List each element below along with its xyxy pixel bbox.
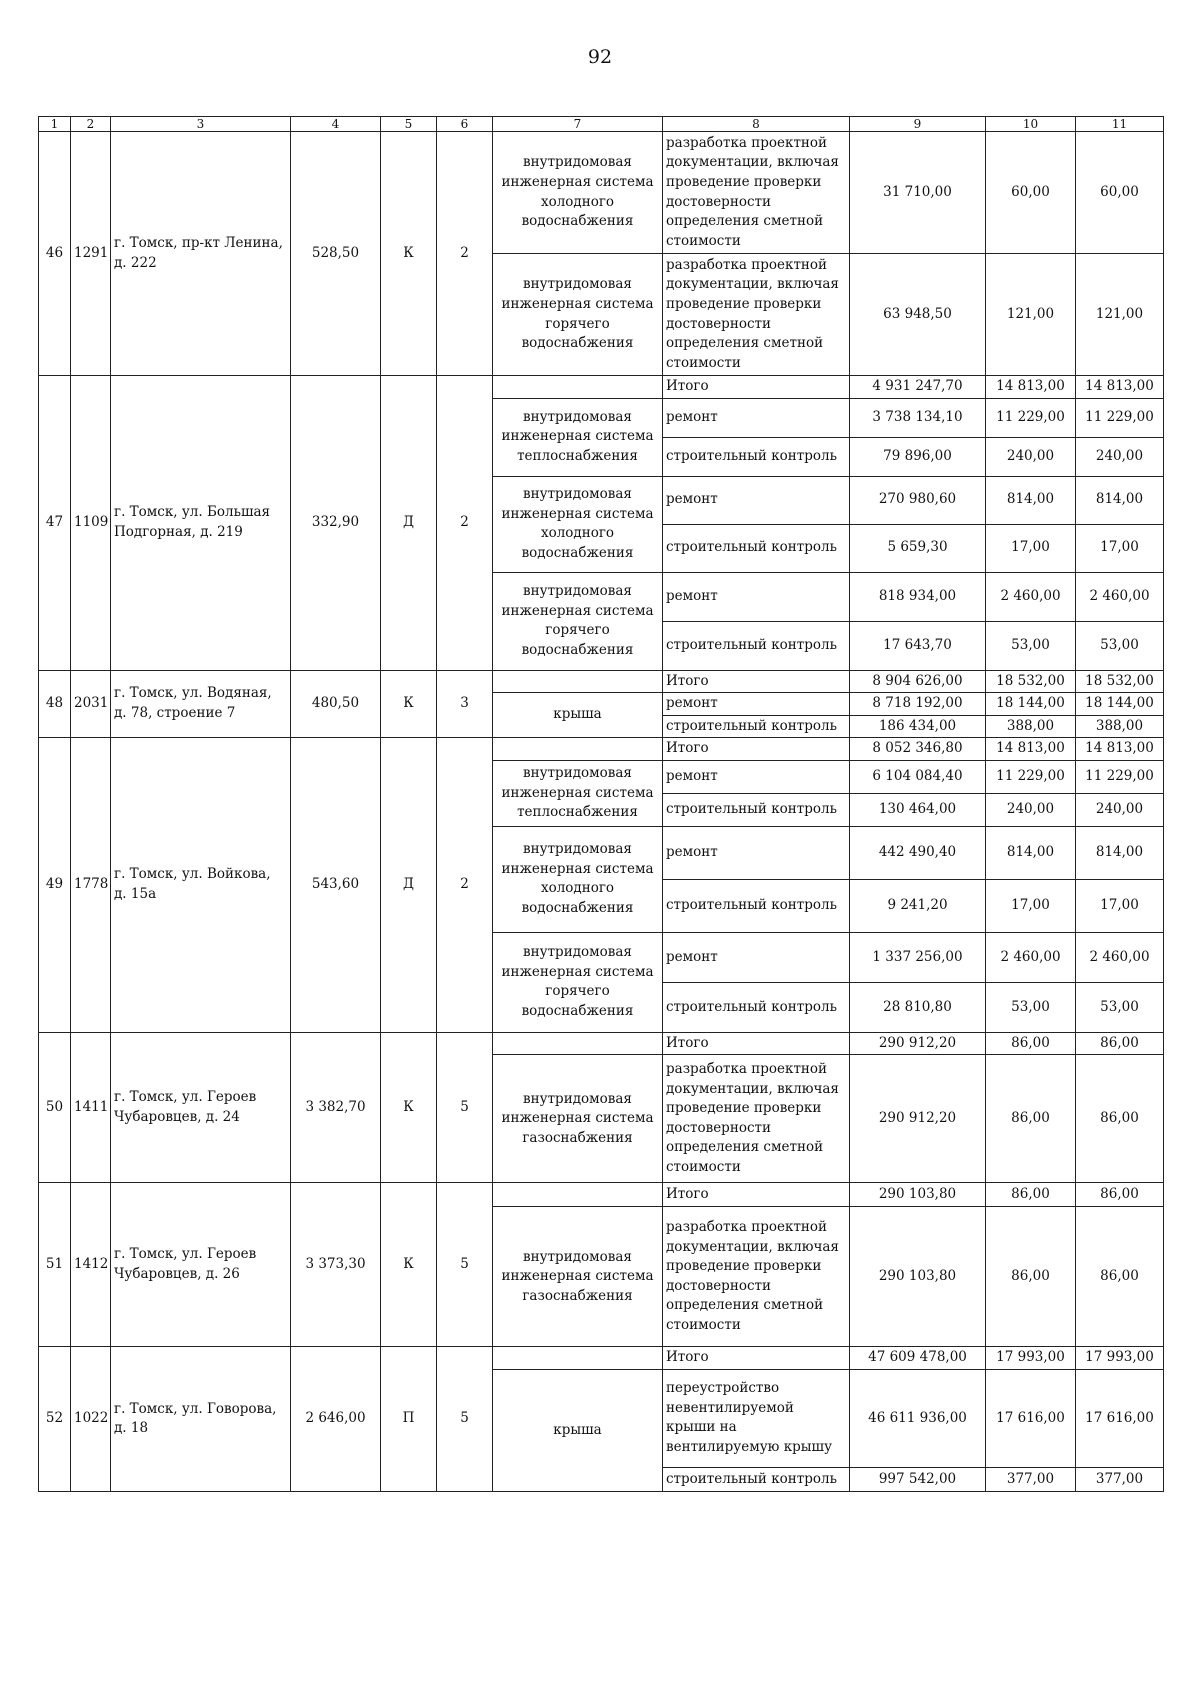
total-col11: 86,00 <box>1076 1183 1164 1207</box>
total-label: Итого <box>663 1183 850 1207</box>
address-cell: г. Томск, ул. Говорова, д. 18 <box>111 1347 291 1492</box>
row-number: 52 <box>39 1347 71 1492</box>
col11-cell: 60,00 <box>1076 132 1164 254</box>
cost-cell: 1 337 256,00 <box>850 932 986 982</box>
work-type-cell: строительный контроль <box>663 621 850 670</box>
empty-system-cell <box>493 376 663 399</box>
system-cell: крыша <box>493 1369 663 1491</box>
type-cell: К <box>381 1032 437 1183</box>
work-type-cell: разработка проектной документации, включая проведение проверки достоверности определения сметной стоимости <box>663 1055 850 1183</box>
cost-cell: 997 542,00 <box>850 1467 986 1491</box>
object-id: 1411 <box>71 1032 111 1183</box>
system-cell: внутридомовая инженерная система газоснабжения <box>493 1055 663 1183</box>
col11-cell: 121,00 <box>1076 254 1164 376</box>
col10-cell: 2 460,00 <box>986 932 1076 982</box>
system-cell: внутридомовая инженерная система газоснабжения <box>493 1207 663 1347</box>
col10-cell: 240,00 <box>986 793 1076 826</box>
col11-cell: 11 229,00 <box>1076 398 1164 437</box>
total-label: Итого <box>663 1347 850 1370</box>
address-cell: г. Томск, ул. Водяная, д. 78, строение 7 <box>111 670 291 738</box>
row-number: 51 <box>39 1183 71 1347</box>
address-cell: г. Томск, ул. Большая Подгорная, д. 219 <box>111 376 291 671</box>
system-cell: внутридомовая инженерная система горячего водоснабжения <box>493 254 663 376</box>
system-cell: крыша <box>493 693 663 738</box>
category-cell: 3 <box>437 670 493 738</box>
address-cell: г. Томск, ул. Героев Чубаровцев, д. 26 <box>111 1183 291 1347</box>
col11-cell: 53,00 <box>1076 982 1164 1032</box>
system-cell: внутридомовая инженерная система теплоснабжения <box>493 398 663 476</box>
col11-cell: 240,00 <box>1076 437 1164 476</box>
total-label: Итого <box>663 1032 850 1055</box>
row-number: 48 <box>39 670 71 738</box>
total-row <box>39 738 1164 761</box>
col10-cell: 86,00 <box>986 1055 1076 1183</box>
col10-cell: 814,00 <box>986 476 1076 524</box>
work-type-cell: разработка проектной документации, включая проведение проверки достоверности определения сметной стоимости <box>663 1207 850 1347</box>
col10-cell: 11 229,00 <box>986 760 1076 793</box>
system-cell: внутридомовая инженерная система холодного водоснабжения <box>493 132 663 254</box>
capital-repair-table <box>38 116 1164 1492</box>
area-cell: 332,90 <box>291 376 381 671</box>
object-id: 2031 <box>71 670 111 738</box>
category-cell: 2 <box>437 132 493 376</box>
col10-cell: 2 460,00 <box>986 572 1076 621</box>
cost-cell: 186 434,00 <box>850 715 986 738</box>
header-cell: 3 <box>111 117 291 132</box>
total-col10: 86,00 <box>986 1032 1076 1055</box>
cost-cell: 290 103,80 <box>850 1207 986 1347</box>
total-col10: 14 813,00 <box>986 738 1076 761</box>
col11-cell: 18 144,00 <box>1076 693 1164 716</box>
system-cell: внутридомовая инженерная система теплоснабжения <box>493 760 663 826</box>
col11-cell: 377,00 <box>1076 1467 1164 1491</box>
category-cell: 2 <box>437 738 493 1033</box>
col10-cell: 11 229,00 <box>986 398 1076 437</box>
col10-cell: 86,00 <box>986 1207 1076 1347</box>
system-cell: внутридомовая инженерная система холодного водоснабжения <box>493 476 663 572</box>
col11-cell: 86,00 <box>1076 1055 1164 1183</box>
cost-cell: 31 710,00 <box>850 132 986 254</box>
col11-cell: 240,00 <box>1076 793 1164 826</box>
work-type-cell: ремонт <box>663 693 850 716</box>
cost-cell: 9 241,20 <box>850 879 986 932</box>
page-number: 92 <box>587 46 613 68</box>
row-number: 49 <box>39 738 71 1033</box>
col11-cell: 814,00 <box>1076 476 1164 524</box>
cost-cell: 442 490,40 <box>850 826 986 879</box>
col11-cell: 814,00 <box>1076 826 1164 879</box>
total-col11: 86,00 <box>1076 1032 1164 1055</box>
work-type-cell: ремонт <box>663 398 850 437</box>
empty-system-cell <box>493 1183 663 1207</box>
object-id: 1778 <box>71 738 111 1033</box>
type-cell: Д <box>381 738 437 1033</box>
work-type-cell: строительный контроль <box>663 715 850 738</box>
area-cell: 2 646,00 <box>291 1347 381 1492</box>
total-cost: 47 609 478,00 <box>850 1347 986 1370</box>
work-type-cell: разработка проектной документации, включая проведение проверки достоверности определения сметной стоимости <box>663 254 850 376</box>
object-id: 1291 <box>71 132 111 376</box>
cost-cell: 8 718 192,00 <box>850 693 986 716</box>
total-label: Итого <box>663 670 850 693</box>
col10-cell: 388,00 <box>986 715 1076 738</box>
total-cost: 290 912,20 <box>850 1032 986 1055</box>
col10-cell: 18 144,00 <box>986 693 1076 716</box>
total-row <box>39 376 1164 399</box>
work-type-cell: ремонт <box>663 572 850 621</box>
address-cell: г. Томск, пр-кт Ленина, д. 222 <box>111 132 291 376</box>
work-type-cell: строительный контроль <box>663 793 850 826</box>
header-cell: 9 <box>850 117 986 132</box>
total-col11: 14 813,00 <box>1076 738 1164 761</box>
col11-cell: 2 460,00 <box>1076 572 1164 621</box>
col11-cell: 86,00 <box>1076 1207 1164 1347</box>
header-cell: 5 <box>381 117 437 132</box>
type-cell: К <box>381 132 437 376</box>
type-cell: П <box>381 1347 437 1492</box>
cost-cell: 17 643,70 <box>850 621 986 670</box>
address-cell: г. Томск, ул. Героев Чубаровцев, д. 24 <box>111 1032 291 1183</box>
col10-cell: 60,00 <box>986 132 1076 254</box>
type-cell: К <box>381 1183 437 1347</box>
header-cell: 2 <box>71 117 111 132</box>
total-col10: 86,00 <box>986 1183 1076 1207</box>
object-id: 1412 <box>71 1183 111 1347</box>
total-row <box>39 1032 1164 1055</box>
work-type-cell: ремонт <box>663 932 850 982</box>
category-cell: 2 <box>437 376 493 671</box>
category-cell: 5 <box>437 1032 493 1183</box>
total-col10: 14 813,00 <box>986 376 1076 399</box>
cost-cell: 79 896,00 <box>850 437 986 476</box>
header-cell: 10 <box>986 117 1076 132</box>
category-cell: 5 <box>437 1183 493 1347</box>
system-cell: внутридомовая инженерная система холодного водоснабжения <box>493 826 663 932</box>
header-cell: 1 <box>39 117 71 132</box>
total-label: Итого <box>663 738 850 761</box>
header-cell: 11 <box>1076 117 1164 132</box>
type-cell: Д <box>381 376 437 671</box>
total-label: Итого <box>663 376 850 399</box>
col10-cell: 17,00 <box>986 524 1076 572</box>
work-type-cell: строительный контроль <box>663 879 850 932</box>
area-cell: 3 373,30 <box>291 1183 381 1347</box>
work-type-cell: ремонт <box>663 476 850 524</box>
col10-cell: 53,00 <box>986 982 1076 1032</box>
object-id: 1109 <box>71 376 111 671</box>
total-col11: 14 813,00 <box>1076 376 1164 399</box>
col11-cell: 17,00 <box>1076 524 1164 572</box>
header-row <box>39 117 1164 132</box>
total-col11: 18 532,00 <box>1076 670 1164 693</box>
area-cell: 543,60 <box>291 738 381 1033</box>
col10-cell: 377,00 <box>986 1467 1076 1491</box>
col10-cell: 17 616,00 <box>986 1369 1076 1467</box>
cost-cell: 5 659,30 <box>850 524 986 572</box>
total-cost: 4 931 247,70 <box>850 376 986 399</box>
cost-cell: 130 464,00 <box>850 793 986 826</box>
cost-cell: 3 738 134,10 <box>850 398 986 437</box>
col10-cell: 121,00 <box>986 254 1076 376</box>
total-row <box>39 1347 1164 1370</box>
work-type-cell: разработка проектной документации, включая проведение проверки достоверности определения сметной стоимости <box>663 132 850 254</box>
system-cell: внутридомовая инженерная система горячего водоснабжения <box>493 572 663 670</box>
work-type-cell: строительный контроль <box>663 524 850 572</box>
cost-cell: 63 948,50 <box>850 254 986 376</box>
category-cell: 5 <box>437 1347 493 1492</box>
col10-cell: 17,00 <box>986 879 1076 932</box>
empty-system-cell <box>493 738 663 761</box>
work-row <box>39 132 1164 254</box>
cost-cell: 818 934,00 <box>850 572 986 621</box>
work-type-cell: ремонт <box>663 760 850 793</box>
col11-cell: 2 460,00 <box>1076 932 1164 982</box>
row-number: 50 <box>39 1032 71 1183</box>
empty-system-cell <box>493 1347 663 1370</box>
work-type-cell: переустройство невентилируемой крыши на вентилируемую крышу <box>663 1369 850 1467</box>
header-cell: 4 <box>291 117 381 132</box>
address-cell: г. Томск, ул. Войкова, д. 15а <box>111 738 291 1033</box>
header-cell: 7 <box>493 117 663 132</box>
cost-cell: 46 611 936,00 <box>850 1369 986 1467</box>
total-row <box>39 670 1164 693</box>
col11-cell: 11 229,00 <box>1076 760 1164 793</box>
work-type-cell: строительный контроль <box>663 982 850 1032</box>
area-cell: 480,50 <box>291 670 381 738</box>
total-col10: 17 993,00 <box>986 1347 1076 1370</box>
total-col10: 18 532,00 <box>986 670 1076 693</box>
work-type-cell: строительный контроль <box>663 1467 850 1491</box>
total-col11: 17 993,00 <box>1076 1347 1164 1370</box>
empty-system-cell <box>493 1032 663 1055</box>
col11-cell: 388,00 <box>1076 715 1164 738</box>
col11-cell: 53,00 <box>1076 621 1164 670</box>
cost-cell: 28 810,80 <box>850 982 986 1032</box>
empty-system-cell <box>493 670 663 693</box>
type-cell: К <box>381 670 437 738</box>
total-cost: 290 103,80 <box>850 1183 986 1207</box>
system-cell: внутридомовая инженерная система горячего водоснабжения <box>493 932 663 1032</box>
row-number: 47 <box>39 376 71 671</box>
header-cell: 8 <box>663 117 850 132</box>
col10-cell: 814,00 <box>986 826 1076 879</box>
total-row <box>39 1183 1164 1207</box>
total-cost: 8 052 346,80 <box>850 738 986 761</box>
col11-cell: 17,00 <box>1076 879 1164 932</box>
header-cell: 6 <box>437 117 493 132</box>
col11-cell: 17 616,00 <box>1076 1369 1164 1467</box>
work-type-cell: ремонт <box>663 826 850 879</box>
cost-cell: 270 980,60 <box>850 476 986 524</box>
col10-cell: 240,00 <box>986 437 1076 476</box>
cost-cell: 6 104 084,40 <box>850 760 986 793</box>
row-number: 46 <box>39 132 71 376</box>
cost-cell: 290 912,20 <box>850 1055 986 1183</box>
area-cell: 3 382,70 <box>291 1032 381 1183</box>
col10-cell: 53,00 <box>986 621 1076 670</box>
total-cost: 8 904 626,00 <box>850 670 986 693</box>
object-id: 1022 <box>71 1347 111 1492</box>
area-cell: 528,50 <box>291 132 381 376</box>
work-type-cell: строительный контроль <box>663 437 850 476</box>
